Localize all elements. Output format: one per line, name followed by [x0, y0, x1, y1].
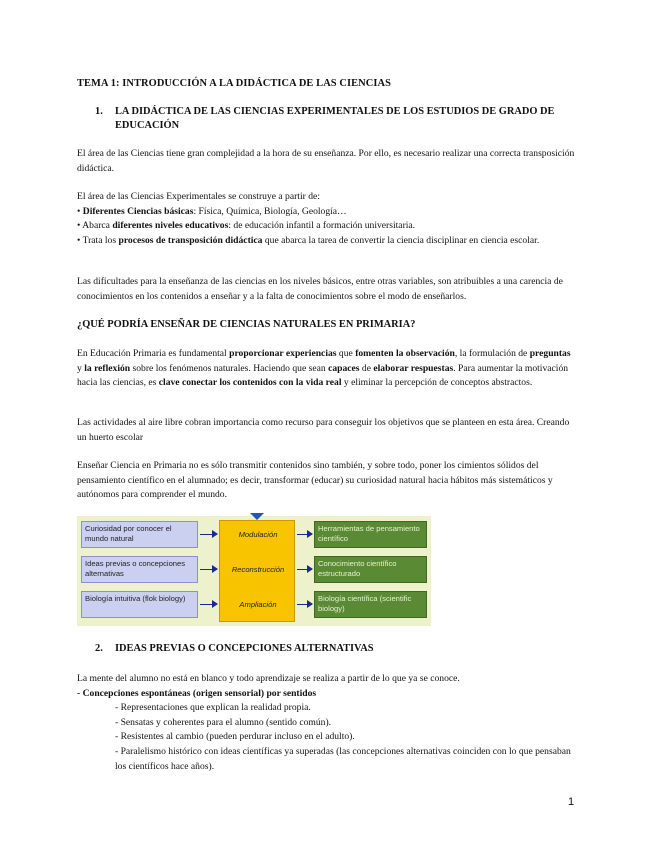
- paragraph-8-bold: - Concepciones espontáneas (origen sensorial) por sentidos: [77, 687, 317, 699]
- arrow-right-icon: [297, 569, 312, 570]
- page-number: 1: [568, 796, 575, 808]
- center-label-reconstruccion: Reconstrucción: [231, 565, 285, 574]
- section-2-number: 2.: [95, 643, 103, 654]
- arrow-right-icon: [297, 534, 312, 535]
- diagram-left-box-1: Curiosidad por conocer el mundo natural: [81, 521, 198, 548]
- section-1-heading: [95, 105, 565, 133]
- section-1-number: 1.: [95, 106, 103, 117]
- bullet-2: • Abarca diferentes niveles educativos: de educación infantil a formación universitaria.: [77, 220, 416, 232]
- list-item: - Representaciones que explican la realidad propia.: [115, 702, 311, 714]
- list-item: - Resistentes al cambio (pueden perdurar incluso en el adulto).: [115, 731, 355, 743]
- question-heading: ¿QUÉ PODRÍA ENSEÑAR DE CIENCIAS NATURALES EN PRIMARIA?: [77, 319, 416, 330]
- arrow-right-icon: [200, 569, 217, 570]
- diagram-right-box-2: Conocimiento científico estructurado: [314, 556, 427, 583]
- list-item: - Paralelismo histórico con ideas científicas ya superadas (las concepciones alternativas coinciden con lo que pensaban los científicos hace años).: [115, 745, 571, 772]
- paragraph-5: Las actividades al aire libre cobran importancia como recurso para conseguir los objetivos que se planteen en esta área. Creando un huerto escolar: [77, 417, 570, 443]
- bullet-1: • Diferentes Ciencias básicas: Física, Química, Biología, Geología…: [77, 205, 347, 217]
- diagram-left-box-2: Ideas previas o concepciones alternativas: [81, 556, 198, 583]
- paragraph-7: La mente del alumno no está en blanco y todo aprendizaje se realiza a partir de lo que ya se conoce.: [77, 673, 460, 684]
- arrow-right-icon: [200, 534, 217, 535]
- paragraph-6: Enseñar Ciencia en Primaria no es sólo transmitir contenidos sino también, y sobre todo, poner los cimientos sólidos del pensamiento científico en el alumnado; es decir, transformar (educar) su curiosidad natural hacia hábitos más sistemáticos y autónomos para comprender el mundo.: [77, 460, 553, 501]
- arrow-right-icon: [200, 604, 217, 605]
- arrow-down-icon: [250, 513, 264, 520]
- center-label-ampliacion: Ampliación: [239, 600, 277, 609]
- didactic-diagram: [77, 516, 431, 626]
- diagram-center-box: [219, 520, 295, 622]
- diagram-right-box-3: Biología científica (scientific biology): [314, 591, 427, 618]
- section-2-body: [77, 672, 577, 774]
- paragraph-4: En Educación Primaria es fundamental proporcionar experiencias que fomenten la observación, la formulación de preguntas y la reflexión sobre los fenómenos naturales. Haciendo que sean capaces de elaborar respuestas. Para aumentar la motivación hacia las ciencias, es clave conectar los contenidos con la vida real y eliminar la percepción de conceptos abstractos.: [77, 348, 571, 389]
- bullet-3: • Trata los procesos de transposición didáctica que abarca la tarea de convertir la ciencia disciplinar en ciencia escolar.: [77, 234, 540, 246]
- diagram-left-box-3: Biología intuitiva (flok biology): [81, 591, 198, 618]
- diagram-right-box-1: Herramientas de pensamiento científico: [314, 521, 427, 548]
- arrow-right-icon: [297, 604, 312, 605]
- section-2-heading: [95, 642, 565, 656]
- center-label-modulacion: Modulación: [238, 530, 278, 539]
- paragraph-1: El área de las Ciencias tiene gran complejidad a la hora de su enseñanza. Por ello, es necesario realizar una correcta transposición didáctica.: [77, 148, 575, 174]
- doc-title: TEMA 1: INTRODUCCIÓN A LA DIDÁCTICA DE LAS CIENCIAS: [77, 78, 391, 89]
- paragraph-2-intro: El área de las Ciencias Experimentales se construye a partir de:: [77, 191, 320, 202]
- paragraph-2: [77, 190, 577, 248]
- section-1-title: LA DIDÁCTICA DE LAS CIENCIAS EXPERIMENTALES DE LOS ESTUDIOS DE GRADO DE EDUCACIÓN: [115, 106, 555, 131]
- sub-list: [77, 701, 577, 774]
- paragraph-3: Las dificultades para la enseñanza de las ciencias en los niveles básicos, entre otras variables, son atribuibles a una carencia de conocimientos en los contenidos a enseñar y a la falta de conocimientos sobre el modo de enseñarlos.: [77, 276, 563, 302]
- section-2-title: IDEAS PREVIAS O CONCEPCIONES ALTERNATIVAS: [115, 643, 374, 654]
- list-item: - Sensatas y coherentes para el alumno (sentido común).: [115, 716, 332, 728]
